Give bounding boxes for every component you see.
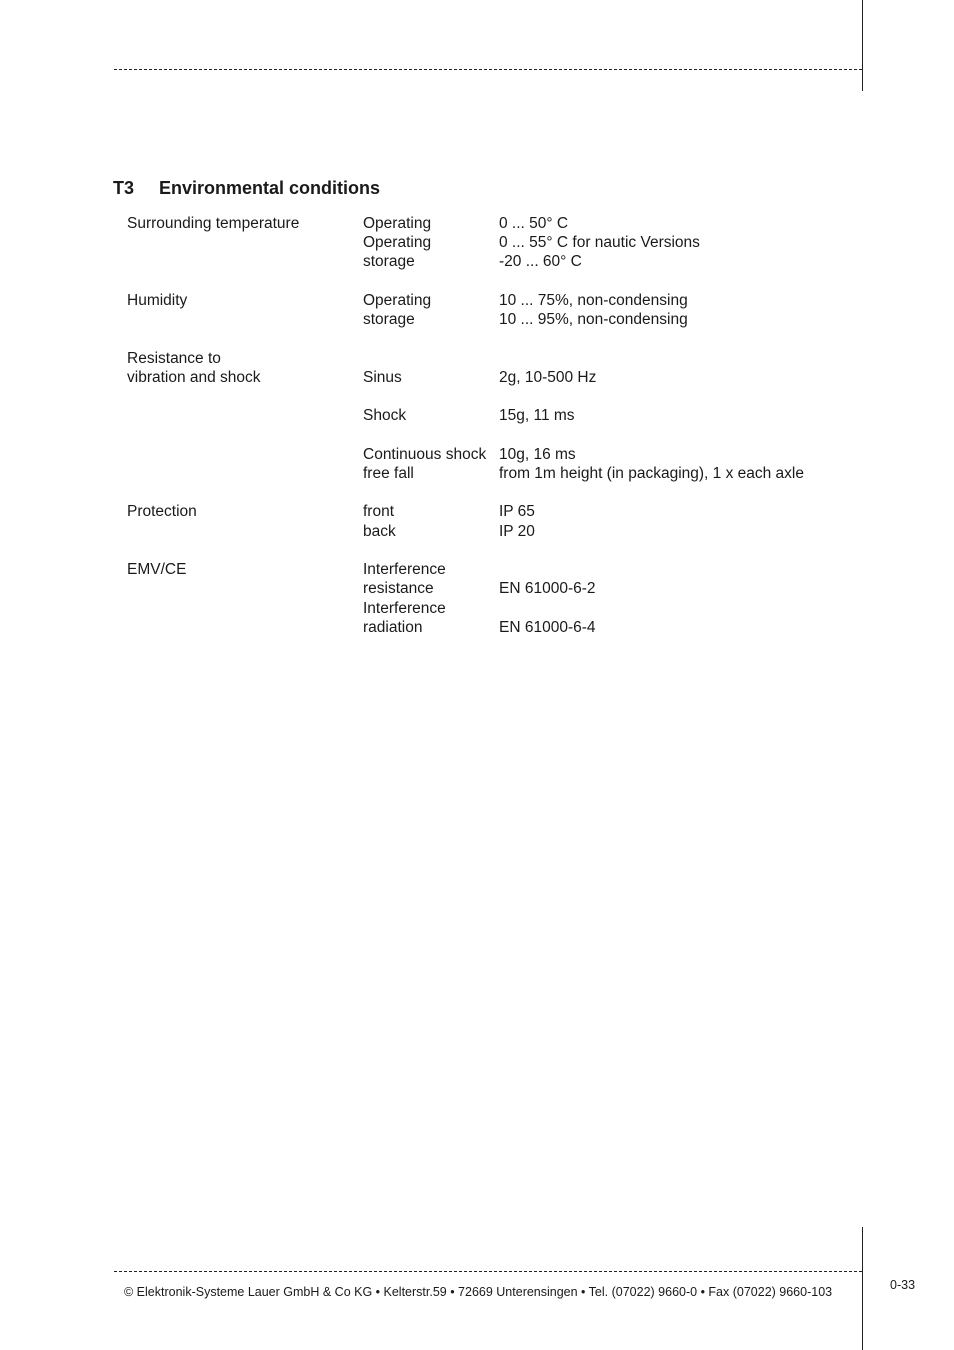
spec-cell-c3: -20 ... 60° C [499, 253, 582, 270]
spec-cell-c3: from 1m height (in packaging), 1 x each axle [499, 465, 804, 482]
spec-cell-c3: 0 ... 50° C [499, 215, 569, 232]
spec-cell-c2: back [363, 523, 396, 540]
spec-cell-c2: Operating [363, 215, 432, 232]
section-heading [113, 178, 380, 199]
spec-cell-c2: Continuous shock [363, 446, 487, 463]
spec-cell-c2: Interference [363, 561, 446, 578]
spec-cell-c2: Operating [363, 234, 432, 251]
spec-cell-c3: 10g, 16 ms [499, 446, 576, 463]
spec-cell-c2: Sinus [363, 369, 402, 386]
spec-cell-c3: IP 20 [499, 523, 535, 540]
page-number: 0-33 [890, 1278, 916, 1292]
spec-cell-c2: radiation [363, 619, 423, 636]
spec-cell-c3: 0 ... 55° C for nautic Versions [499, 234, 700, 251]
spec-cell-c3: EN 61000-6-2 [499, 580, 596, 597]
spec-cell-c1: vibration and shock [127, 369, 261, 386]
bottom-margin-line [862, 1227, 863, 1350]
footer-copyright: © Elektronik-Systeme Lauer GmbH & Co KG • Kelterstr.59 • 72669 Unterensingen • Tel. (07022) 9660-0 • Fax (07022) 9660-103 [124, 1285, 833, 1299]
spec-cell-c3: 15g, 11 ms [499, 407, 575, 424]
section-title: Environmental conditions [159, 178, 381, 198]
spec-cell-c1: Humidity [127, 292, 188, 309]
spec-cell-c1: Surrounding temperature [127, 215, 300, 232]
spec-cell-c1: EMV/CE [127, 561, 187, 578]
spec-cell-c3: 10 ... 75%, non-condensing [499, 292, 688, 309]
spec-cell-c2: Shock [363, 407, 407, 424]
spec-cell-c1: Resistance to [127, 350, 221, 367]
spec-cell-c2: Interference [363, 600, 446, 617]
spec-cell-c1: Protection [127, 503, 197, 520]
bottom-dashed-rule [114, 1271, 862, 1272]
spec-cell-c3: IP 65 [499, 503, 535, 520]
top-dashed-rule [114, 69, 862, 70]
top-margin-line [862, 0, 863, 91]
spec-cell-c3: EN 61000-6-4 [499, 619, 596, 636]
spec-cell-c2: free fall [363, 465, 414, 482]
spec-cell-c2: front [363, 503, 395, 520]
spec-cell-c2: storage [363, 253, 415, 270]
spec-cell-c2: storage [363, 311, 415, 328]
spec-cell-c2: resistance [363, 580, 434, 597]
section-number: T3 [113, 178, 135, 198]
spec-cell-c3: 10 ... 95%, non-condensing [499, 311, 688, 328]
spec-cell-c3: 2g, 10-500 Hz [499, 369, 597, 386]
spec-cell-c2: Operating [363, 292, 432, 309]
